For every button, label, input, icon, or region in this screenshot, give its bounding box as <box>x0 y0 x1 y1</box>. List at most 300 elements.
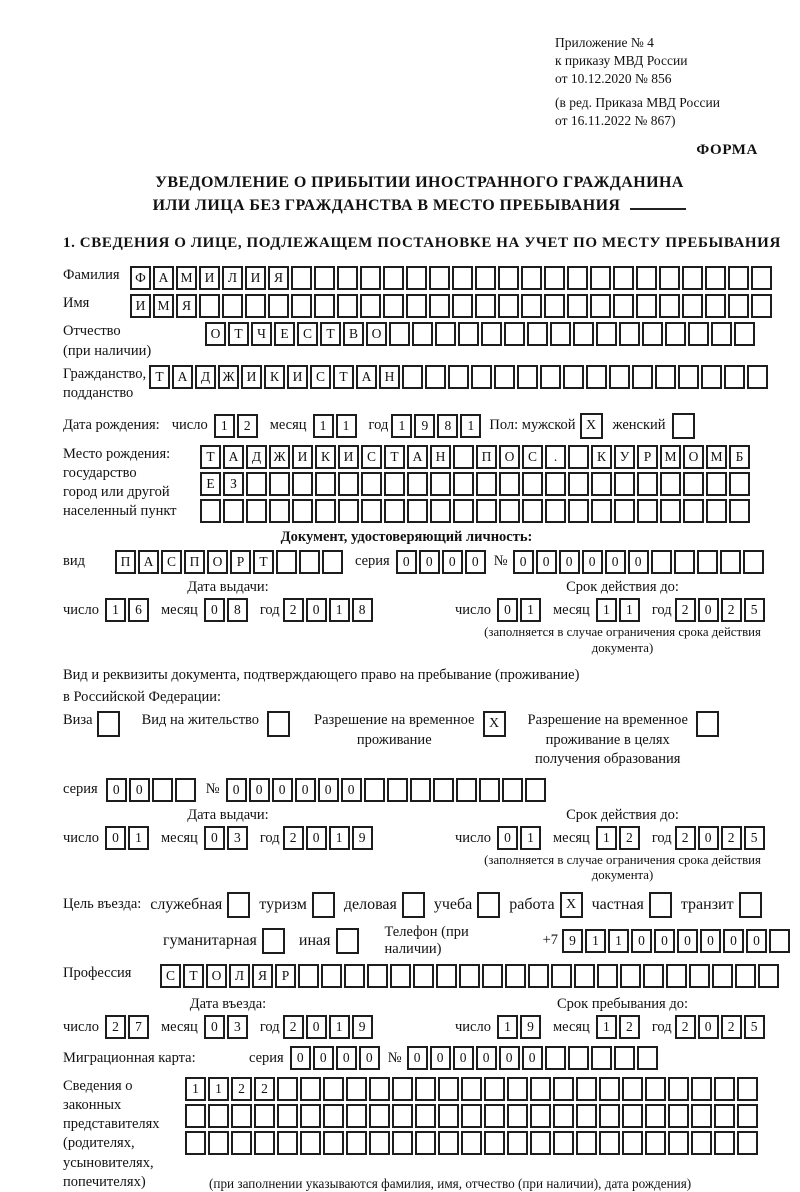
char-cell[interactable] <box>507 1077 528 1101</box>
char-cell[interactable]: 7 <box>128 1015 149 1039</box>
char-cell[interactable] <box>208 1131 229 1155</box>
char-cell[interactable]: 0 <box>453 1046 474 1070</box>
char-cell[interactable]: . <box>545 445 566 469</box>
char-cell[interactable] <box>507 1104 528 1128</box>
char-cell[interactable] <box>461 1131 482 1155</box>
char-cell[interactable] <box>337 266 358 290</box>
char-cell[interactable]: Е <box>200 472 221 496</box>
char-cell[interactable] <box>452 294 473 318</box>
char-cell[interactable] <box>300 1131 321 1155</box>
char-cell[interactable] <box>545 472 566 496</box>
char-cell[interactable] <box>645 1077 666 1101</box>
char-cell[interactable] <box>498 294 519 318</box>
char-cell[interactable] <box>530 1104 551 1128</box>
char-cell[interactable] <box>622 1131 643 1155</box>
char-cell[interactable] <box>590 266 611 290</box>
residence-permit-checkbox[interactable] <box>267 711 290 737</box>
char-cell[interactable] <box>705 294 726 318</box>
char-cell[interactable]: 1 <box>520 826 541 850</box>
char-cell[interactable] <box>231 1104 252 1128</box>
char-cell[interactable] <box>387 778 408 802</box>
char-cell[interactable] <box>614 1046 635 1070</box>
char-cell[interactable]: 9 <box>562 929 583 953</box>
char-cell[interactable]: 0 <box>306 826 327 850</box>
char-cell[interactable]: 0 <box>476 1046 497 1070</box>
char-cell[interactable]: 0 <box>698 598 719 622</box>
char-cell[interactable]: А <box>172 365 193 389</box>
char-cell[interactable] <box>576 1077 597 1101</box>
char-cell[interactable]: 0 <box>341 778 362 802</box>
char-cell[interactable] <box>747 365 768 389</box>
char-cell[interactable] <box>384 472 405 496</box>
char-cell[interactable] <box>712 964 733 988</box>
char-cell[interactable]: 0 <box>336 1046 357 1070</box>
char-cell[interactable] <box>383 294 404 318</box>
char-cell[interactable] <box>200 499 221 523</box>
char-cell[interactable]: С <box>361 445 382 469</box>
char-cell[interactable]: Н <box>379 365 400 389</box>
char-cell[interactable]: 2 <box>721 826 742 850</box>
char-cell[interactable]: 0 <box>105 826 126 850</box>
char-cell[interactable] <box>407 472 428 496</box>
purpose-official-checkbox[interactable] <box>227 892 250 918</box>
char-cell[interactable]: 1 <box>596 826 617 850</box>
char-cell[interactable] <box>222 294 243 318</box>
char-cell[interactable]: О <box>207 550 228 574</box>
char-cell[interactable]: А <box>153 266 174 290</box>
char-cell[interactable] <box>613 266 634 290</box>
char-cell[interactable] <box>737 1104 758 1128</box>
char-cell[interactable] <box>415 1077 436 1101</box>
char-cell[interactable] <box>734 322 755 346</box>
char-cell[interactable] <box>720 550 741 574</box>
char-cell[interactable] <box>277 1104 298 1128</box>
char-cell[interactable] <box>590 294 611 318</box>
char-cell[interactable]: Р <box>275 964 296 988</box>
char-cell[interactable] <box>499 472 520 496</box>
char-cell[interactable] <box>369 1077 390 1101</box>
char-cell[interactable] <box>406 294 427 318</box>
char-cell[interactable] <box>591 499 612 523</box>
char-cell[interactable] <box>471 365 492 389</box>
char-cell[interactable]: И <box>199 266 220 290</box>
char-cell[interactable]: 0 <box>313 1046 334 1070</box>
char-cell[interactable]: 1 <box>596 1015 617 1039</box>
char-cell[interactable]: 9 <box>414 414 435 438</box>
char-cell[interactable] <box>701 365 722 389</box>
char-cell[interactable] <box>322 550 343 574</box>
char-cell[interactable] <box>499 499 520 523</box>
char-cell[interactable]: 0 <box>306 598 327 622</box>
char-cell[interactable] <box>231 1131 252 1155</box>
char-cell[interactable] <box>254 1131 275 1155</box>
char-cell[interactable]: 0 <box>419 550 440 574</box>
char-cell[interactable]: 2 <box>675 1015 696 1039</box>
char-cell[interactable] <box>384 499 405 523</box>
char-cell[interactable]: Ч <box>251 322 272 346</box>
char-cell[interactable] <box>476 499 497 523</box>
char-cell[interactable] <box>406 266 427 290</box>
char-cell[interactable] <box>550 322 571 346</box>
char-cell[interactable] <box>576 1104 597 1128</box>
char-cell[interactable]: 0 <box>442 550 463 574</box>
char-cell[interactable] <box>494 365 515 389</box>
char-cell[interactable] <box>706 472 727 496</box>
char-cell[interactable]: С <box>310 365 331 389</box>
purpose-business-checkbox[interactable] <box>402 892 425 918</box>
char-cell[interactable]: 0 <box>746 929 767 953</box>
char-cell[interactable] <box>314 266 335 290</box>
char-cell[interactable]: 2 <box>675 826 696 850</box>
char-cell[interactable] <box>498 266 519 290</box>
char-cell[interactable]: М <box>660 445 681 469</box>
char-cell[interactable] <box>642 322 663 346</box>
char-cell[interactable]: А <box>356 365 377 389</box>
char-cell[interactable] <box>517 365 538 389</box>
char-cell[interactable]: Д <box>246 445 267 469</box>
char-cell[interactable] <box>528 964 549 988</box>
char-cell[interactable] <box>502 778 523 802</box>
char-cell[interactable] <box>545 499 566 523</box>
char-cell[interactable] <box>438 1131 459 1155</box>
char-cell[interactable]: 2 <box>237 414 258 438</box>
char-cell[interactable]: 0 <box>522 1046 543 1070</box>
char-cell[interactable] <box>321 964 342 988</box>
char-cell[interactable] <box>758 964 779 988</box>
char-cell[interactable] <box>553 1131 574 1155</box>
char-cell[interactable] <box>314 294 335 318</box>
char-cell[interactable] <box>706 499 727 523</box>
char-cell[interactable]: П <box>184 550 205 574</box>
char-cell[interactable]: 1 <box>460 414 481 438</box>
char-cell[interactable] <box>668 1104 689 1128</box>
char-cell[interactable] <box>728 266 749 290</box>
char-cell[interactable]: 0 <box>605 550 626 574</box>
char-cell[interactable]: Т <box>320 322 341 346</box>
char-cell[interactable] <box>735 964 756 988</box>
char-cell[interactable] <box>691 1104 712 1128</box>
char-cell[interactable]: 9 <box>520 1015 541 1039</box>
char-cell[interactable]: Р <box>230 550 251 574</box>
char-cell[interactable] <box>268 294 289 318</box>
char-cell[interactable] <box>392 1077 413 1101</box>
char-cell[interactable] <box>436 964 457 988</box>
char-cell[interactable] <box>459 964 480 988</box>
char-cell[interactable] <box>392 1104 413 1128</box>
char-cell[interactable]: 1 <box>313 414 334 438</box>
char-cell[interactable]: 0 <box>204 826 225 850</box>
char-cell[interactable]: У <box>614 445 635 469</box>
char-cell[interactable]: Ж <box>218 365 239 389</box>
char-cell[interactable]: К <box>315 445 336 469</box>
char-cell[interactable] <box>691 1131 712 1155</box>
char-cell[interactable] <box>614 499 635 523</box>
char-cell[interactable]: Л <box>229 964 250 988</box>
char-cell[interactable] <box>697 550 718 574</box>
char-cell[interactable]: 1 <box>619 598 640 622</box>
char-cell[interactable]: Т <box>228 322 249 346</box>
char-cell[interactable] <box>737 1131 758 1155</box>
char-cell[interactable] <box>530 1077 551 1101</box>
char-cell[interactable] <box>521 266 542 290</box>
char-cell[interactable] <box>622 1077 643 1101</box>
char-cell[interactable]: 0 <box>106 778 127 802</box>
char-cell[interactable]: 0 <box>628 550 649 574</box>
char-cell[interactable]: 2 <box>105 1015 126 1039</box>
char-cell[interactable] <box>737 1077 758 1101</box>
char-cell[interactable]: К <box>264 365 285 389</box>
char-cell[interactable] <box>689 964 710 988</box>
char-cell[interactable] <box>714 1077 735 1101</box>
char-cell[interactable]: 0 <box>698 1015 719 1039</box>
char-cell[interactable] <box>448 365 469 389</box>
char-cell[interactable]: 0 <box>654 929 675 953</box>
char-cell[interactable] <box>729 472 750 496</box>
char-cell[interactable] <box>277 1131 298 1155</box>
char-cell[interactable]: 1 <box>585 929 606 953</box>
char-cell[interactable] <box>586 365 607 389</box>
char-cell[interactable] <box>567 266 588 290</box>
char-cell[interactable]: 0 <box>631 929 652 953</box>
char-cell[interactable]: А <box>138 550 159 574</box>
char-cell[interactable] <box>597 964 618 988</box>
char-cell[interactable]: 0 <box>677 929 698 953</box>
char-cell[interactable]: 8 <box>227 598 248 622</box>
char-cell[interactable]: 0 <box>226 778 247 802</box>
char-cell[interactable] <box>430 472 451 496</box>
char-cell[interactable] <box>743 550 764 574</box>
char-cell[interactable] <box>728 294 749 318</box>
char-cell[interactable] <box>407 499 428 523</box>
char-cell[interactable]: 2 <box>721 598 742 622</box>
char-cell[interactable]: 1 <box>105 598 126 622</box>
char-cell[interactable] <box>369 1131 390 1155</box>
char-cell[interactable]: З <box>223 472 244 496</box>
char-cell[interactable] <box>413 964 434 988</box>
char-cell[interactable]: 1 <box>596 598 617 622</box>
char-cell[interactable]: 0 <box>465 550 486 574</box>
char-cell[interactable]: 0 <box>129 778 150 802</box>
char-cell[interactable] <box>729 499 750 523</box>
purpose-tourism-checkbox[interactable] <box>312 892 335 918</box>
char-cell[interactable] <box>323 1077 344 1101</box>
sex-male-checkbox[interactable]: X <box>580 413 603 439</box>
char-cell[interactable] <box>637 1046 658 1070</box>
char-cell[interactable]: 0 <box>318 778 339 802</box>
char-cell[interactable] <box>659 266 680 290</box>
char-cell[interactable]: 0 <box>700 929 721 953</box>
char-cell[interactable] <box>637 499 658 523</box>
char-cell[interactable] <box>655 365 676 389</box>
char-cell[interactable] <box>430 499 451 523</box>
char-cell[interactable]: 0 <box>359 1046 380 1070</box>
char-cell[interactable] <box>344 964 365 988</box>
char-cell[interactable]: 0 <box>306 1015 327 1039</box>
char-cell[interactable]: М <box>153 294 174 318</box>
char-cell[interactable]: 0 <box>499 1046 520 1070</box>
char-cell[interactable] <box>453 472 474 496</box>
char-cell[interactable] <box>292 472 313 496</box>
char-cell[interactable]: И <box>245 266 266 290</box>
char-cell[interactable]: 0 <box>295 778 316 802</box>
char-cell[interactable]: 1 <box>329 598 350 622</box>
char-cell[interactable] <box>438 1104 459 1128</box>
char-cell[interactable] <box>291 266 312 290</box>
char-cell[interactable] <box>522 499 543 523</box>
char-cell[interactable] <box>637 472 658 496</box>
char-cell[interactable]: Т <box>200 445 221 469</box>
char-cell[interactable] <box>683 499 704 523</box>
char-cell[interactable] <box>402 365 423 389</box>
char-cell[interactable] <box>338 472 359 496</box>
char-cell[interactable] <box>383 266 404 290</box>
char-cell[interactable] <box>651 550 672 574</box>
char-cell[interactable]: О <box>683 445 704 469</box>
char-cell[interactable] <box>682 294 703 318</box>
char-cell[interactable] <box>425 365 446 389</box>
char-cell[interactable]: К <box>591 445 612 469</box>
char-cell[interactable]: 1 <box>391 414 412 438</box>
char-cell[interactable]: 2 <box>254 1077 275 1101</box>
char-cell[interactable] <box>185 1104 206 1128</box>
char-cell[interactable]: М <box>706 445 727 469</box>
char-cell[interactable]: 0 <box>698 826 719 850</box>
char-cell[interactable] <box>691 1077 712 1101</box>
sex-female-checkbox[interactable] <box>672 413 695 439</box>
char-cell[interactable]: М <box>176 266 197 290</box>
char-cell[interactable]: С <box>522 445 543 469</box>
char-cell[interactable] <box>632 365 653 389</box>
char-cell[interactable] <box>568 499 589 523</box>
purpose-study-checkbox[interactable] <box>477 892 500 918</box>
char-cell[interactable] <box>298 964 319 988</box>
char-cell[interactable] <box>276 550 297 574</box>
char-cell[interactable] <box>551 964 572 988</box>
char-cell[interactable]: 2 <box>619 1015 640 1039</box>
char-cell[interactable] <box>645 1104 666 1128</box>
char-cell[interactable] <box>482 964 503 988</box>
char-cell[interactable]: 5 <box>744 826 765 850</box>
char-cell[interactable]: Р <box>637 445 658 469</box>
char-cell[interactable]: 5 <box>744 598 765 622</box>
char-cell[interactable] <box>245 294 266 318</box>
char-cell[interactable]: 0 <box>396 550 417 574</box>
char-cell[interactable]: 1 <box>329 1015 350 1039</box>
char-cell[interactable] <box>456 778 477 802</box>
char-cell[interactable] <box>361 499 382 523</box>
char-cell[interactable] <box>688 322 709 346</box>
char-cell[interactable] <box>435 322 456 346</box>
char-cell[interactable] <box>481 322 502 346</box>
char-cell[interactable] <box>199 294 220 318</box>
char-cell[interactable] <box>643 964 664 988</box>
char-cell[interactable]: 1 <box>520 598 541 622</box>
char-cell[interactable] <box>527 322 548 346</box>
char-cell[interactable] <box>300 1077 321 1101</box>
char-cell[interactable] <box>599 1104 620 1128</box>
char-cell[interactable]: 1 <box>128 826 149 850</box>
char-cell[interactable] <box>505 964 526 988</box>
char-cell[interactable] <box>573 322 594 346</box>
char-cell[interactable] <box>346 1104 367 1128</box>
char-cell[interactable]: 0 <box>497 826 518 850</box>
char-cell[interactable]: П <box>476 445 497 469</box>
purpose-work-checkbox[interactable]: X <box>560 892 583 918</box>
char-cell[interactable]: 2 <box>231 1077 252 1101</box>
char-cell[interactable] <box>292 499 313 523</box>
char-cell[interactable] <box>521 294 542 318</box>
temp-residence-education-checkbox[interactable] <box>696 711 719 737</box>
char-cell[interactable] <box>369 1104 390 1128</box>
char-cell[interactable]: 3 <box>227 1015 248 1039</box>
char-cell[interactable] <box>223 499 244 523</box>
char-cell[interactable]: 0 <box>536 550 557 574</box>
char-cell[interactable]: Е <box>274 322 295 346</box>
char-cell[interactable]: И <box>292 445 313 469</box>
char-cell[interactable] <box>668 1077 689 1101</box>
char-cell[interactable]: 0 <box>204 598 225 622</box>
char-cell[interactable]: 1 <box>336 414 357 438</box>
char-cell[interactable] <box>475 266 496 290</box>
char-cell[interactable] <box>724 365 745 389</box>
char-cell[interactable]: Б <box>729 445 750 469</box>
char-cell[interactable]: 2 <box>619 826 640 850</box>
char-cell[interactable] <box>390 964 411 988</box>
char-cell[interactable] <box>360 266 381 290</box>
char-cell[interactable] <box>544 266 565 290</box>
char-cell[interactable] <box>714 1131 735 1155</box>
visa-checkbox[interactable] <box>97 711 120 737</box>
char-cell[interactable]: А <box>223 445 244 469</box>
char-cell[interactable] <box>475 294 496 318</box>
char-cell[interactable]: 0 <box>290 1046 311 1070</box>
char-cell[interactable] <box>338 499 359 523</box>
char-cell[interactable]: Т <box>384 445 405 469</box>
char-cell[interactable] <box>568 445 589 469</box>
char-cell[interactable]: Я <box>252 964 273 988</box>
char-cell[interactable]: П <box>115 550 136 574</box>
char-cell[interactable] <box>392 1131 413 1155</box>
char-cell[interactable]: Я <box>268 266 289 290</box>
char-cell[interactable] <box>530 1131 551 1155</box>
char-cell[interactable] <box>636 294 657 318</box>
char-cell[interactable]: 9 <box>352 1015 373 1039</box>
char-cell[interactable] <box>660 472 681 496</box>
char-cell[interactable]: 2 <box>283 1015 304 1039</box>
char-cell[interactable] <box>389 322 410 346</box>
char-cell[interactable] <box>659 294 680 318</box>
char-cell[interactable] <box>504 322 525 346</box>
char-cell[interactable] <box>185 1131 206 1155</box>
char-cell[interactable] <box>574 964 595 988</box>
char-cell[interactable] <box>525 778 546 802</box>
purpose-transit-checkbox[interactable] <box>739 892 762 918</box>
char-cell[interactable] <box>668 1131 689 1155</box>
char-cell[interactable] <box>484 1131 505 1155</box>
char-cell[interactable]: 2 <box>283 826 304 850</box>
char-cell[interactable] <box>711 322 732 346</box>
char-cell[interactable] <box>714 1104 735 1128</box>
char-cell[interactable] <box>540 365 561 389</box>
char-cell[interactable]: С <box>161 550 182 574</box>
char-cell[interactable]: Н <box>430 445 451 469</box>
char-cell[interactable] <box>246 499 267 523</box>
char-cell[interactable] <box>591 472 612 496</box>
char-cell[interactable]: Ж <box>269 445 290 469</box>
char-cell[interactable] <box>452 266 473 290</box>
char-cell[interactable]: 0 <box>272 778 293 802</box>
char-cell[interactable]: Я <box>176 294 197 318</box>
